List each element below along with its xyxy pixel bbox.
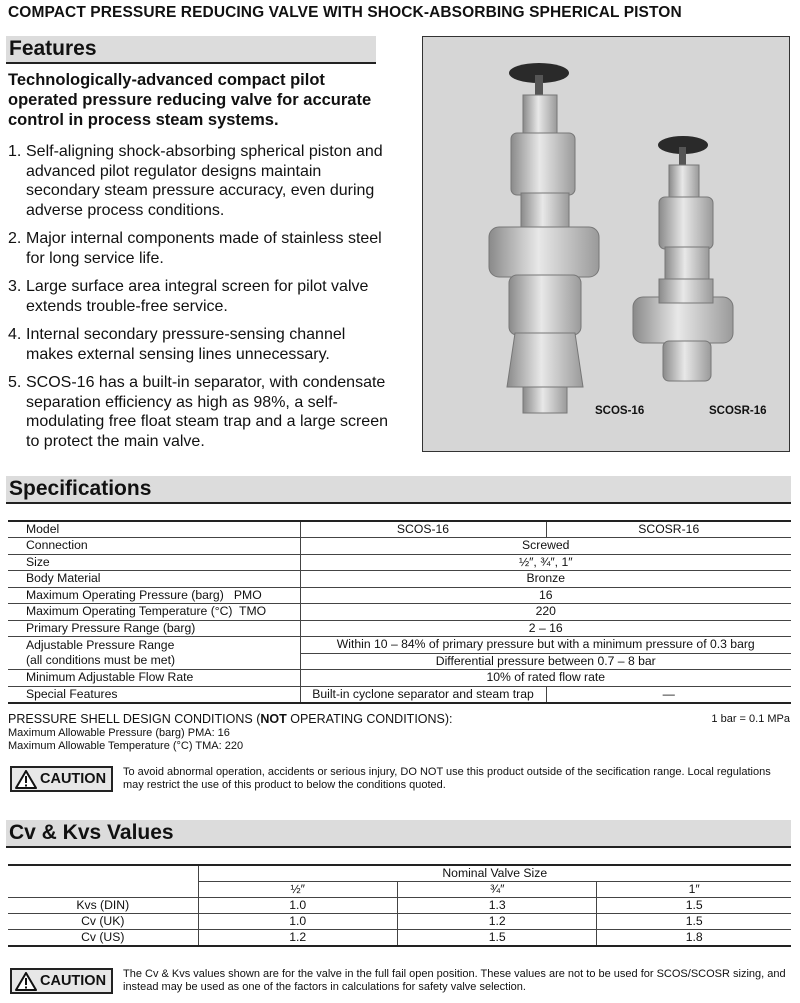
table-row xyxy=(8,670,791,687)
spec-label: Connection xyxy=(8,538,300,555)
spec-model-a: SCOS-16 xyxy=(300,521,546,538)
photo-label-scos16: SCOS-16 xyxy=(595,405,645,417)
size-header: ¾″ xyxy=(397,882,596,898)
nominal-size-header: Nominal Valve Size xyxy=(198,865,791,882)
table-row xyxy=(8,604,791,621)
cv-value: 1.5 xyxy=(397,930,596,947)
spec-label-line: Adjustable Pressure Range xyxy=(26,638,175,652)
spec-value: 16 xyxy=(300,587,791,604)
features-list xyxy=(8,142,393,460)
spec-label: Maximum Operating Pressure (barg) PMO xyxy=(8,587,300,604)
spec-label-line: (all conditions must be met) xyxy=(26,653,176,667)
specifications-table xyxy=(8,520,791,704)
scos-16-valve xyxy=(489,63,599,413)
spec-value: Screwed xyxy=(300,538,791,555)
spec-value: 2 – 16 xyxy=(300,620,791,637)
page-title: COMPACT PRESSURE REDUCING VALVE WITH SHOCK-ABSORBING SPHERICAL PISTON xyxy=(8,4,682,21)
cv-value: 1.5 xyxy=(597,898,791,914)
caution-text: To avoid abnormal operation, accidents or serious injury, DO NOT use this product outside of the secification range. Local regulations may restrict the use of this product to below the conditions quoted. xyxy=(123,766,771,791)
blank-cell xyxy=(8,882,198,898)
blank-cell xyxy=(8,865,198,882)
table-row xyxy=(8,554,791,571)
table-row xyxy=(8,930,791,947)
spec-value: Built-in cyclone separator and steam trap xyxy=(300,686,546,703)
tma-line: Maximum Allowable Temperature (°C) TMA: 220 xyxy=(8,740,244,752)
photo-label-scosr16: SCOSR-16 xyxy=(709,405,767,417)
spec-label: Size xyxy=(8,554,300,571)
spec-value: 220 xyxy=(300,604,791,621)
table-row xyxy=(8,865,791,882)
spec-label: Primary Pressure Range (barg) xyxy=(8,620,300,637)
spec-value: ½″, ¾″, 1″ xyxy=(300,554,791,571)
warning-icon xyxy=(15,770,37,789)
spec-label: Model xyxy=(8,521,300,538)
bar-unit-note: 1 bar = 0.1 MPa xyxy=(711,713,790,725)
spec-label: Maximum Operating Temperature (°C) TMO xyxy=(8,604,300,621)
caution-label: CAUTION xyxy=(40,771,107,787)
specifications-heading-bar xyxy=(6,476,791,504)
list-item: 2. Major internal components made of stainless steel for long service life. xyxy=(8,230,382,267)
spec-label xyxy=(8,637,300,670)
spec-value: Bronze xyxy=(300,571,791,588)
table-row xyxy=(8,686,791,703)
table-row xyxy=(8,898,791,914)
cv-heading-bar xyxy=(6,820,791,848)
spec-value: Within 10 – 84% of primary pressure but with a minimum pressure of 0.3 barg xyxy=(300,637,791,654)
table-row xyxy=(8,914,791,930)
cv-value: 1.0 xyxy=(198,914,397,930)
features-intro: Technologically-advanced compact pilot operated pressure reducing valve for accurate control in process steam systems. xyxy=(8,71,372,129)
table-row xyxy=(8,538,791,555)
scosr-16-valve xyxy=(633,136,733,381)
list-item: 3. Large surface area integral screen for pilot valve extends trouble-free service. xyxy=(8,278,369,315)
warning-icon xyxy=(15,972,37,991)
row-label: Kvs (DIN) xyxy=(8,898,198,914)
spec-label: Body Material xyxy=(8,571,300,588)
table-row xyxy=(8,620,791,637)
caution-label: CAUTION xyxy=(40,973,107,989)
pma-line: Maximum Allowable Pressure (barg) PMA: 16 xyxy=(8,727,230,739)
list-item: 1. Self-aligning shock-absorbing spherical piston and advanced pilot regulator designs maintain secondary steam pressure accuracy, even during adverse process conditions. xyxy=(8,143,383,219)
table-row xyxy=(8,882,791,898)
cv-value: 1.2 xyxy=(198,930,397,947)
table-row xyxy=(8,587,791,604)
row-label: Cv (US) xyxy=(8,930,198,947)
list-item: 5. SCOS-16 has a built-in separator, with condensate separation efficiency as high as 98%, a self-modulating free float steam trap and a large screen to protect the main valve. xyxy=(8,374,388,450)
caution-badge xyxy=(10,968,113,994)
row-label: Cv (UK) xyxy=(8,914,198,930)
cv-value: 1.5 xyxy=(597,914,791,930)
spec-value: 10% of rated flow rate xyxy=(300,670,791,687)
table-row xyxy=(8,521,791,538)
cv-value: 1.8 xyxy=(597,930,791,947)
spec-label: Special Features xyxy=(8,686,300,703)
spec-model-b: SCOSR-16 xyxy=(546,521,791,538)
table-row xyxy=(8,571,791,588)
cv-value: 1.3 xyxy=(397,898,596,914)
table-row xyxy=(8,637,791,654)
size-header: 1″ xyxy=(597,882,791,898)
spec-value: Differential pressure between 0.7 – 8 bar xyxy=(300,653,791,670)
pressure-shell-design-title: PRESSURE SHELL DESIGN CONDITIONS (NOT OPERATING CONDITIONS): xyxy=(8,712,453,726)
features-heading-bar xyxy=(6,36,376,64)
specifications-heading: Specifications xyxy=(9,477,152,500)
caution-badge xyxy=(10,766,113,792)
spec-label: Minimum Adjustable Flow Rate xyxy=(8,670,300,687)
cv-kvs-table xyxy=(8,864,791,947)
features-heading: Features xyxy=(9,37,97,60)
cv-value: 1.0 xyxy=(198,898,397,914)
cv-heading: Cv & Kvs Values xyxy=(9,821,174,844)
spec-value: — xyxy=(546,686,791,703)
size-header: ½″ xyxy=(198,882,397,898)
list-item: 4. Internal secondary pressure-sensing channel makes external sensing lines unnecessary. xyxy=(8,326,346,363)
caution-text: The Cv & Kvs values shown are for the valve in the full fail open position. These values are not to be used for SCOS/SCOSR sizing, and instead may be used as one of the factors in calculations for safety valve selection. xyxy=(123,968,786,993)
valve-illustration xyxy=(423,37,790,452)
product-photo xyxy=(422,36,790,452)
cv-value: 1.2 xyxy=(397,914,596,930)
